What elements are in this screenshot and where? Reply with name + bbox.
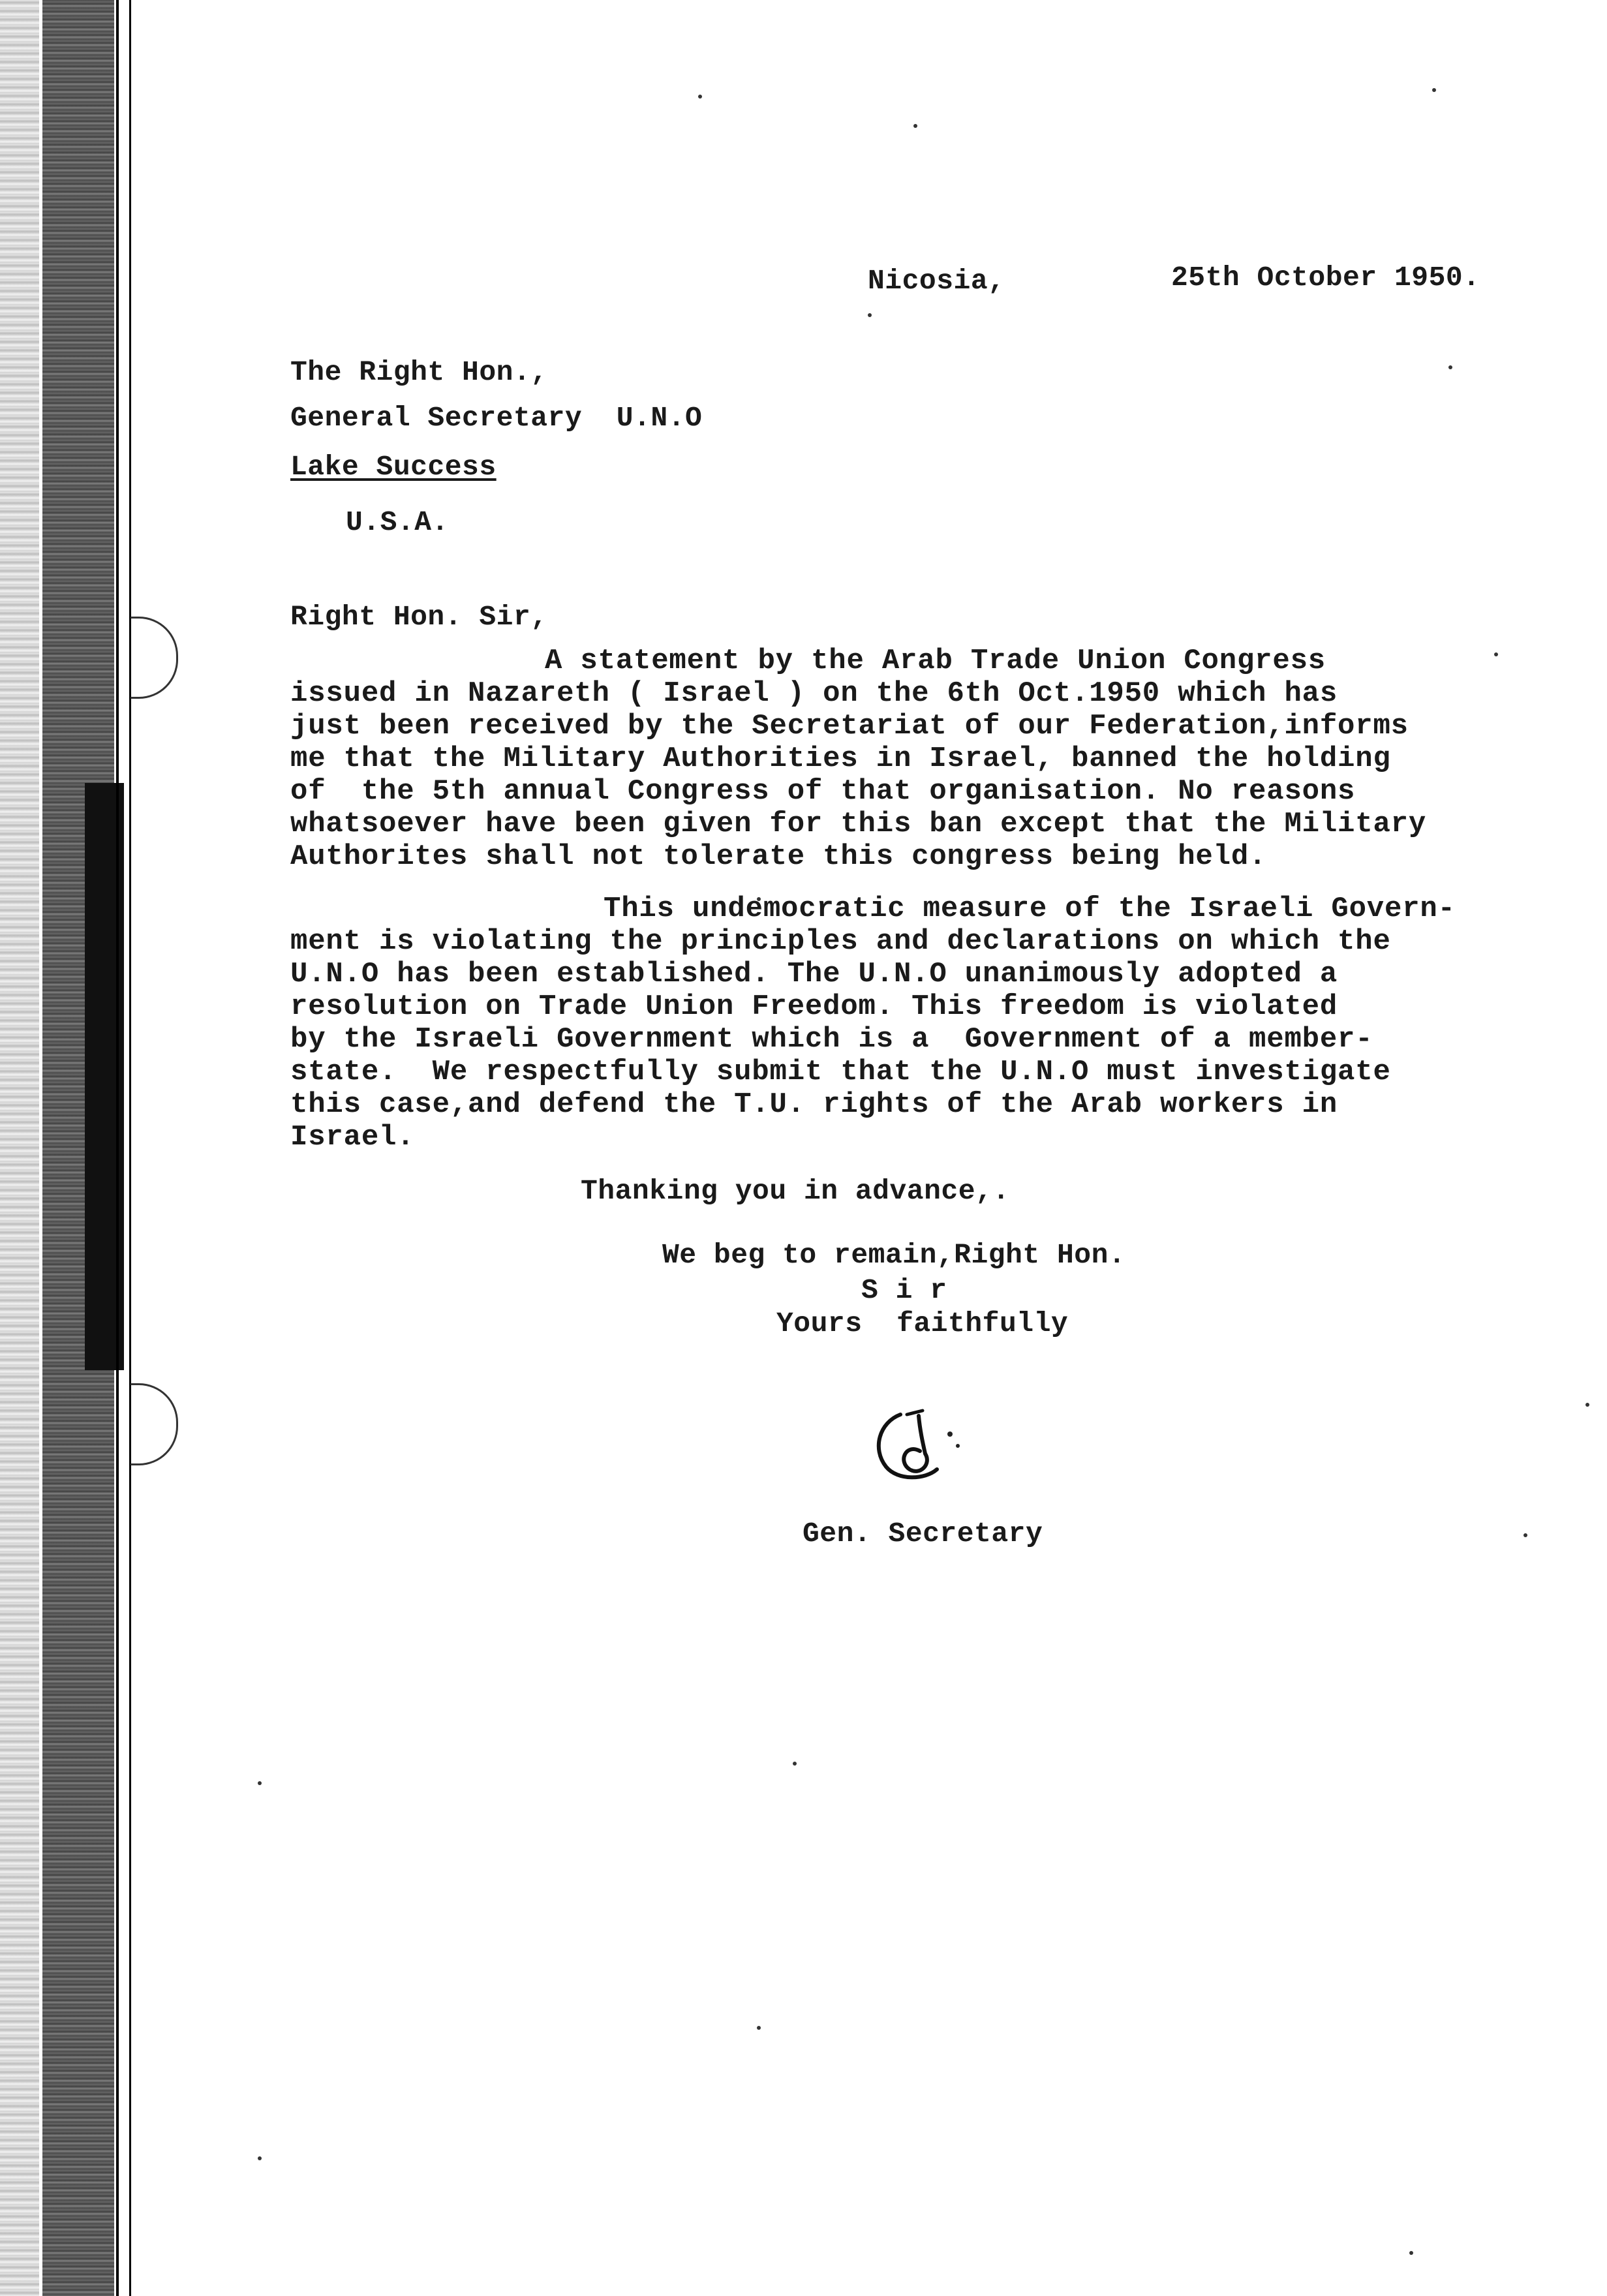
paragraph1-line: of the 5th annual Congress of that organisation. No reasons: [290, 775, 1356, 808]
closing-thanks: Thanking you in advance,.: [581, 1175, 1010, 1207]
paragraph2-line: U.N.O has been established. The U.N.O unanimously adopted a: [290, 958, 1338, 990]
date-text: 25th October 1950.: [1171, 262, 1480, 294]
recipient-line-2: General Secretary U.N.O: [290, 402, 703, 434]
scan-speck: [1494, 652, 1498, 656]
scan-speck: [868, 313, 872, 317]
punch-hole-bottom: [130, 1383, 178, 1465]
scan-speck: [913, 124, 917, 128]
binding-rule-2: [129, 0, 131, 2296]
closing-remain: We beg to remain,Right Hon.: [662, 1239, 1126, 1271]
recipient-line-1: The Right Hon.,: [290, 356, 548, 388]
closing-faithfully: Yours faithfully: [776, 1308, 1069, 1339]
paragraph2-line: state. We respectfully submit that the U.N.O must investigate: [290, 1056, 1391, 1088]
scan-speck: [258, 1781, 262, 1785]
binding-rule-1: [116, 0, 119, 2296]
closing-sir: S i r: [861, 1274, 947, 1306]
paragraph2-line: this case,and defend the T.U. rights of the Arab workers in: [290, 1088, 1338, 1121]
paragraph1-line: just been received by the Secretariat of our Federation,informs: [290, 710, 1409, 742]
handwritten-signature: [860, 1396, 971, 1494]
paragraph2-line: ment is violating the principles and declarations on which the: [290, 925, 1391, 958]
paragraph2-line: by the Israeli Government which is a Government of a member-: [290, 1023, 1373, 1056]
paragraph1-line: whatsoever have been given for this ban except that the Military: [290, 808, 1427, 840]
scan-speck: [793, 1762, 797, 1766]
paragraph1-line: A statement by the Arab Trade Union Congress: [545, 645, 1326, 677]
paragraph1-line: me that the Military Authorities in Israel, banned the holding: [290, 742, 1391, 775]
paragraph2-line: This undemocratic measure of the Israeli Govern-: [604, 893, 1456, 925]
paragraph1-line: Authorites shall not tolerate this congress being held.: [290, 840, 1267, 873]
punch-hole-top: [130, 617, 178, 699]
paragraph2-line: resolution on Trade Union Freedom. This freedom is violated: [290, 990, 1338, 1023]
scan-speck: [258, 2156, 262, 2160]
paragraph2-line: Israel.: [290, 1121, 415, 1154]
binding-shadow-light: [0, 0, 39, 2296]
scan-speck: [757, 2026, 761, 2030]
scan-speck: [698, 95, 702, 99]
signature-title: Gen. Secretary: [803, 1518, 1043, 1550]
scan-speck: [1409, 2251, 1413, 2255]
paragraph1-line: issued in Nazareth ( Israel ) on the 6th Oct.1950 which has: [290, 677, 1338, 710]
salutation: Right Hon. Sir,: [290, 601, 548, 633]
scan-speck: [1585, 1403, 1589, 1407]
recipient-line-4: U.S.A.: [346, 506, 449, 538]
recipient-line-3: Lake Success: [290, 451, 497, 483]
scan-speck: [1523, 1533, 1527, 1537]
scan-speck: [1448, 365, 1452, 369]
page-binding-edge: [0, 0, 137, 2296]
scan-speck: [1432, 88, 1436, 92]
place-text: Nicosia,: [868, 265, 1005, 297]
